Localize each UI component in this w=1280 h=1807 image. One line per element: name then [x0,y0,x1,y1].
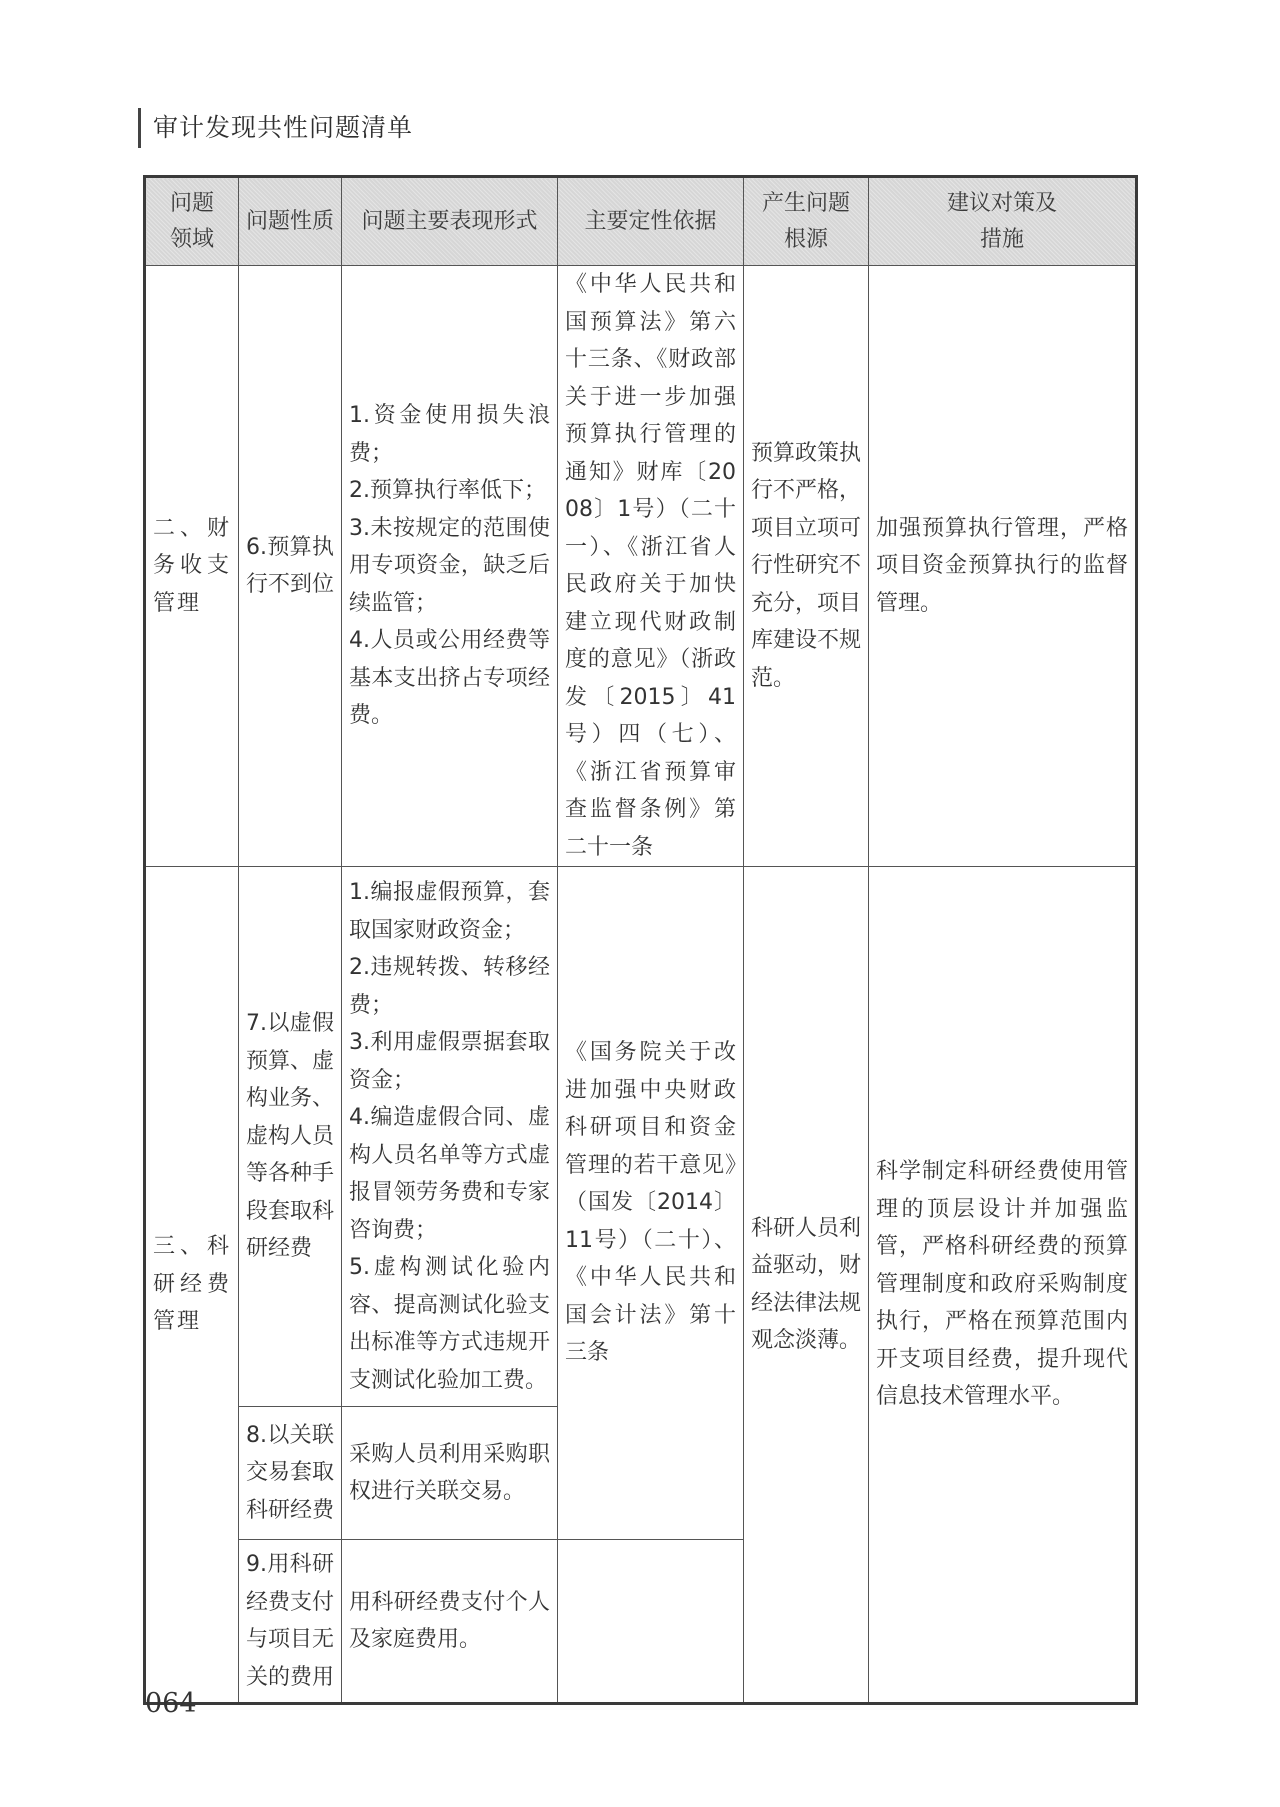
cell-manifestation: 用科研经费支付个人及家庭费用。 [342,1540,558,1704]
cell-nature: 7.以虚假预算、虚构业务、虚构人员等各种手段套取科研经费 [239,867,342,1407]
cell-manifestation: 采购人员利用采购职权进行关联交易。 [342,1407,558,1540]
cell-basis: 《中华人民共和国预算法》第六十三条、《财政部关于进一步加强预算执行管理的通知》财库〔2008〕1号）（二十一）、《浙江省人民政府关于加快建立现代财政制度的意见》（浙政发〔2015〕41号）四（七）、《浙江省预算审查监督条例》第二十一条 [558,266,744,867]
cell-suggestion: 科学制定科研经费使用管理的顶层设计并加强监管，严格科研经费的预算管理制度和政府采购制度执行，严格在预算范围内开支项目经费，提升现代信息技术管理水平。 [869,867,1137,1704]
cell-nature: 6.预算执行不到位 [239,266,342,867]
cell-cause: 预算政策执行不严格，项目立项可行性研究不充分，项目库建设不规范。 [744,266,869,867]
table-header-row [145,177,1137,266]
table-row [145,867,1137,1407]
running-head: 审计发现共性问题清单 [138,108,413,148]
header-area: 问题 领域 [145,177,239,266]
cell-suggestion: 加强预算执行管理，严格项目资金预算执行的监督管理。 [869,266,1137,867]
cell-area: 三、科研经费管理 [145,867,239,1704]
cell-basis-blank [558,1540,744,1704]
cell-manifestation: 1.编报虚假预算，套取国家财政资金； 2.违规转拨、转移经费； 3.利用虚假票据套取资金； 4.编造虚假合同、虚构人员名单等方式虚报冒领劳务费和专家咨询费； 5.虚构测试化验内容、提高测试化验支出标准等方式违规开支测试化验加工费。 [342,867,558,1407]
cell-cause: 科研人员利益驱动，财经法律法规观念淡薄。 [744,867,869,1704]
cell-basis: 《国务院关于改进加强中央财政科研项目和资金管理的若干意见》（国发〔2014〕11号）（二十）、《中华人民共和国会计法》第十三条 [558,867,744,1540]
cell-area: 二、财务收支管理 [145,266,239,867]
cell-nature: 8.以关联交易套取科研经费 [239,1407,342,1540]
table-row [145,266,1137,867]
page-number: 064 [145,1688,197,1719]
header-manifestation: 问题主要表现形式 [342,177,558,266]
header-nature: 问题性质 [239,177,342,266]
audit-issues-table [143,175,1138,1705]
header-cause: 产生问题 根源 [744,177,869,266]
header-suggestion: 建议对策及 措施 [869,177,1137,266]
cell-nature: 9.用科研经费支付与项目无关的费用 [239,1540,342,1704]
cell-manifestation: 1.资金使用损失浪费； 2.预算执行率低下； 3.未按规定的范围使用专项资金，缺乏后续监管； 4.人员或公用经费等基本支出挤占专项经费。 [342,266,558,867]
header-basis: 主要定性依据 [558,177,744,266]
